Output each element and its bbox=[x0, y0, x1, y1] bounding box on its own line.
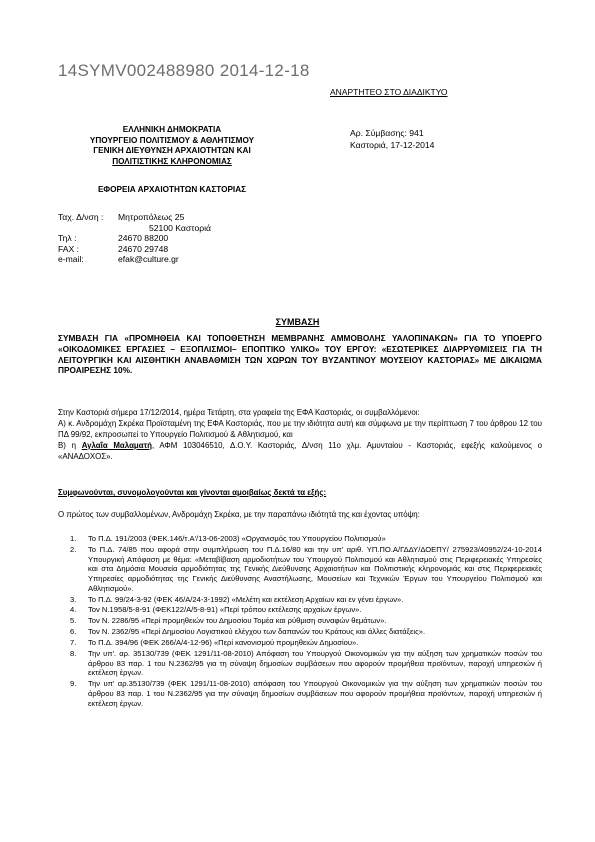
heading-line-ministry: ΥΠΟΥΡΓΕΙΟ ΠΟΛΙΤΙΣΜΟΥ & ΑΘΛΗΤΙΣΜΟΥ bbox=[89, 135, 255, 145]
list-item-number: 4. bbox=[70, 605, 77, 615]
fax-value: 24670 29748 bbox=[118, 243, 169, 254]
ministry-heading bbox=[58, 125, 286, 167]
intro-paragraph: Στην Καστοριά σήμερα 17/12/2014, ημέρα Τετάρτη, στα γραφεία της ΕΦΑ Καστοριάς, οι συμβαλλόμενοι: bbox=[58, 408, 420, 417]
list-item-text: Τον Ν. 2362/95 «Περί Δημοσίου Λογιστικού ελέγχου των δαπανών του Κράτους και άλλες διατάξεις». bbox=[88, 627, 426, 637]
party-b-details: , ΑΦΜ 103046510, Δ.Ο.Υ. Καστοριάς, Δ/νση 11ο χλμ. Αμυνταίου - Καστοριάς, εφεξής καλούμενος ο «ΑΝΑΔΟΧΟΣ». bbox=[58, 441, 542, 461]
contract-subject: ΣΥΜΒΑΣΗ ΓΙΑ «ΠΡΟΜΗΘΕΙΑ ΚΑΙ ΤΟΠΟΘΕΤΗΣΗ ΜΕΜΒΡΑΝΗΣ ΑΜΜΟΒΟΛΗΣ ΥΑΛΟΠΙΝΑΚΩΝ» ΓΙΑ ΤΟ ΥΠΟΕΡΓΟ «ΟΙΚΟΔΟΜΙΚΕΣ ΕΡΓΑΣΙΕΣ – ΕΞΟΠΛΙΣΜΟΙ– ΕΠΟΠΤΙΚΟ ΥΛΙΚΟ» ΤΟΥ ΕΡΓΟΥ: «ΕΣΩΤΕΡΙΚΕΣ ΔΙΑΡΡΥΘΜΙΣΕΙΣ ΓΙΑ ΤΗ ΛΕΙΤΟΥΡΓΙΚΗ ΚΑΙ ΑΙΣΘΗΤΙΚΗ ΑΝΑΒΑΘΜΙΣΗ ΤΩΝ ΧΩΡΩΝ ΤΟΥ ΒΥΖΑΝΤΙΝΟΥ ΜΟΥΣΕΙΟΥ ΚΑΣΤΟΡΙΑΣ» ΜΕ ΔΙΚΑΙΩΜΑ ΠΡΟΑΙΡΕΣΗΣ 10%. bbox=[58, 333, 542, 376]
list-item bbox=[58, 627, 542, 637]
list-item-number: 6. bbox=[70, 627, 77, 637]
contract-place-date: Καστοριά, 17-12-2014 bbox=[350, 139, 435, 150]
list-item-text: Την υπ'. αρ. 35130/739 (ΦΕΚ 1291/11-08-2010) Απόφαση του Υπουργού Οικονομικών για την αύξηση των χρηματικών ποσών του άρθρου 83 παρ. 1 του Ν.2362/95 για τη σύναψη δημοσίων συμβάσεων που αφορούν προμήθεια προϊόντων, παροχή υπηρεσιών ή εκτέλεση έργων. bbox=[88, 649, 542, 678]
ephorate-name: ΕΦΟΡΕΙΑ ΑΡΧΑΙΟΤΗΤΩΝ ΚΑΣΤΟΡΙΑΣ bbox=[97, 185, 247, 194]
party-b-name: Αγλαΐα Μαλαματή bbox=[81, 441, 152, 450]
address-line2: 52100 Καστοριά bbox=[149, 222, 212, 233]
list-item-text: Τον Ν.1958/5-8-91 (ΦΕΚ122/Α/5-8-91) «Περί τρόπου εκτέλεσης αρχαίων έργων». bbox=[88, 605, 362, 615]
list-item-number: 1. bbox=[70, 534, 77, 543]
heading-line-directorate: ΓΕΝΙΚΗ ΔΙΕΥΘΥΝΣΗ ΑΡΧΑΙΟΤΗΤΩΝ ΚΑΙ bbox=[93, 146, 251, 155]
phone-value: 24670 88200 bbox=[118, 233, 169, 244]
list-item-number: 7. bbox=[70, 638, 77, 648]
heading-line-republic: ΕΛΛΗΝΙΚΗ ΔΗΜΟΚΡΑΤΙΑ bbox=[122, 125, 222, 134]
list-item-number: 3. bbox=[70, 594, 77, 604]
party-a-paragraph: Α) κ. Ανδρομάχη Σκρέκα Προϊσταμένη της ΕΦΑ Καστοριάς, που με την ιδιότητα αυτή και σύμφωνα με την περίπτωση 7 του άρθρου 12 του ΠΔ 99/92, εκπροσωπεί το Υπουργείο Πολιτισμού & Αθλητισμού, και bbox=[58, 419, 542, 439]
party-b-prefix: Β) η bbox=[58, 441, 76, 450]
list-item-text: Το Π.Δ. 191/2003 (ΦΕΚ.146/τ.Α'/13-06-2003) «Οργανισμός του Υπουργείου Πολιτισμού» bbox=[88, 534, 386, 543]
list-item-number: 8. bbox=[70, 649, 77, 659]
list-item bbox=[58, 534, 542, 544]
list-item bbox=[58, 616, 542, 626]
list-item-text: Το Π.Δ. 74/85 που αφορά στην συμπλήρωση του Π.Δ.16/80 και την υπ' αριθ. ΥΠ.ΠΟ.Α/ΓΔΔΥ/ΔΟΕΠΥ/ 275923/40952/24-10-2014 Υπουργική Απόφαση με θέμα: «Μεταβίβαση αρμοδιοτήτων του Υπουργού Πολιτισμού και Αθλητισμού στις Περιφερειακές Υπηρεσίες και στα Δημόσια Μουσεία αρμοδιότητας της Γενικής Διεύθυνσης Αρχαιοτήτων και Πολιτιστικής κληρονομιάς και στις Περιφερειακές Υπηρεσίες αρμοδιότητας της Γενικής Διεύθυνσης Αναστήλωσης, Μουσείων και Τεχνικών Έργων του Υπουργείου Πολιτισμού και Αθλητισμού». bbox=[88, 544, 542, 593]
list-item-number: 9. bbox=[70, 679, 77, 689]
agreement-statement: Συμφωνούνται, συνομολογούνται και γίνονται αμοιβαίως δεκτά τα εξής: bbox=[58, 488, 327, 497]
legal-references-list bbox=[58, 534, 542, 710]
list-item-number: 5. bbox=[70, 616, 77, 626]
contract-number: Αρ. Σύμβασης: 941 bbox=[350, 128, 424, 138]
party-b-paragraph bbox=[58, 441, 542, 462]
list-item bbox=[58, 679, 542, 708]
fax-label: FAX : bbox=[58, 243, 80, 254]
list-item-text: Τον Ν. 2286/95 «Περί προμηθειών του Δημοσίου Τομέα και ρύθμιση συναφών θεμάτων». bbox=[88, 616, 387, 626]
list-item bbox=[58, 595, 542, 605]
list-item bbox=[58, 649, 542, 678]
posted-online-notice: ΑΝΑΡΤΗΤΕΟ ΣΤΟ ΔΙΑΔΙΚΤΥΟ bbox=[330, 87, 448, 97]
list-item-text: Την υπ' αρ.35130/739 (ΦΕΚ 1291/11-08-2010) απόφαση του Υπουργού Οικονομικών για την αύξηση των χρηματικών ποσών του άρθρου 83 παρ. 1 του Ν.2362/95 για την σύναψη δημοσίων συμβάσεων που αφορούν προμήθεια προϊόντων, παροχή υπηρεσιών ή εκτέλεση έργων. bbox=[88, 679, 542, 708]
list-item-text: Το Π.Δ. 394/96 (ΦΕΚ 266/Α/4-12-96) «Περί κανονισμού προμηθειών Δημοσίου». bbox=[88, 638, 359, 648]
list-item bbox=[58, 638, 542, 648]
email-value: efak@culture.gr bbox=[118, 254, 179, 265]
list-item bbox=[58, 545, 542, 594]
contract-meta bbox=[350, 128, 434, 151]
document-title: ΣΥΜΒΑΣΗ bbox=[275, 317, 320, 327]
email-label: e-mail: bbox=[58, 254, 84, 265]
address-label: Ταχ. Δ/νση : bbox=[58, 212, 104, 222]
document-watermark-id: 14SYMV002488980 2014-12-18 bbox=[58, 61, 310, 80]
heading-line-heritage: ΠΟΛΙΤΙΣΤΙΚΗΣ ΚΛΗΡΟΝΟΜΙΑΣ bbox=[112, 156, 232, 166]
phone-label: Τηλ : bbox=[58, 233, 77, 244]
list-item-text: Το Π.Δ. 99/24-3-92 (ΦΕΚ 46/Α/24-3-1992) «Μελέτη και εκτέλεση Αρχαίων και εν γένει έργων». bbox=[88, 594, 404, 604]
address-value: Μητροπόλεως 25 bbox=[118, 212, 185, 222]
first-party-statement: Ο πρώτος των συμβαλλομένων, Ανδρομάχη Σκρέκα, με την παραπάνω ιδιότητά της και έχοντας υπόψη: bbox=[58, 510, 420, 519]
contact-block bbox=[58, 212, 211, 265]
list-item-number: 2. bbox=[70, 544, 77, 554]
list-item bbox=[58, 605, 542, 615]
